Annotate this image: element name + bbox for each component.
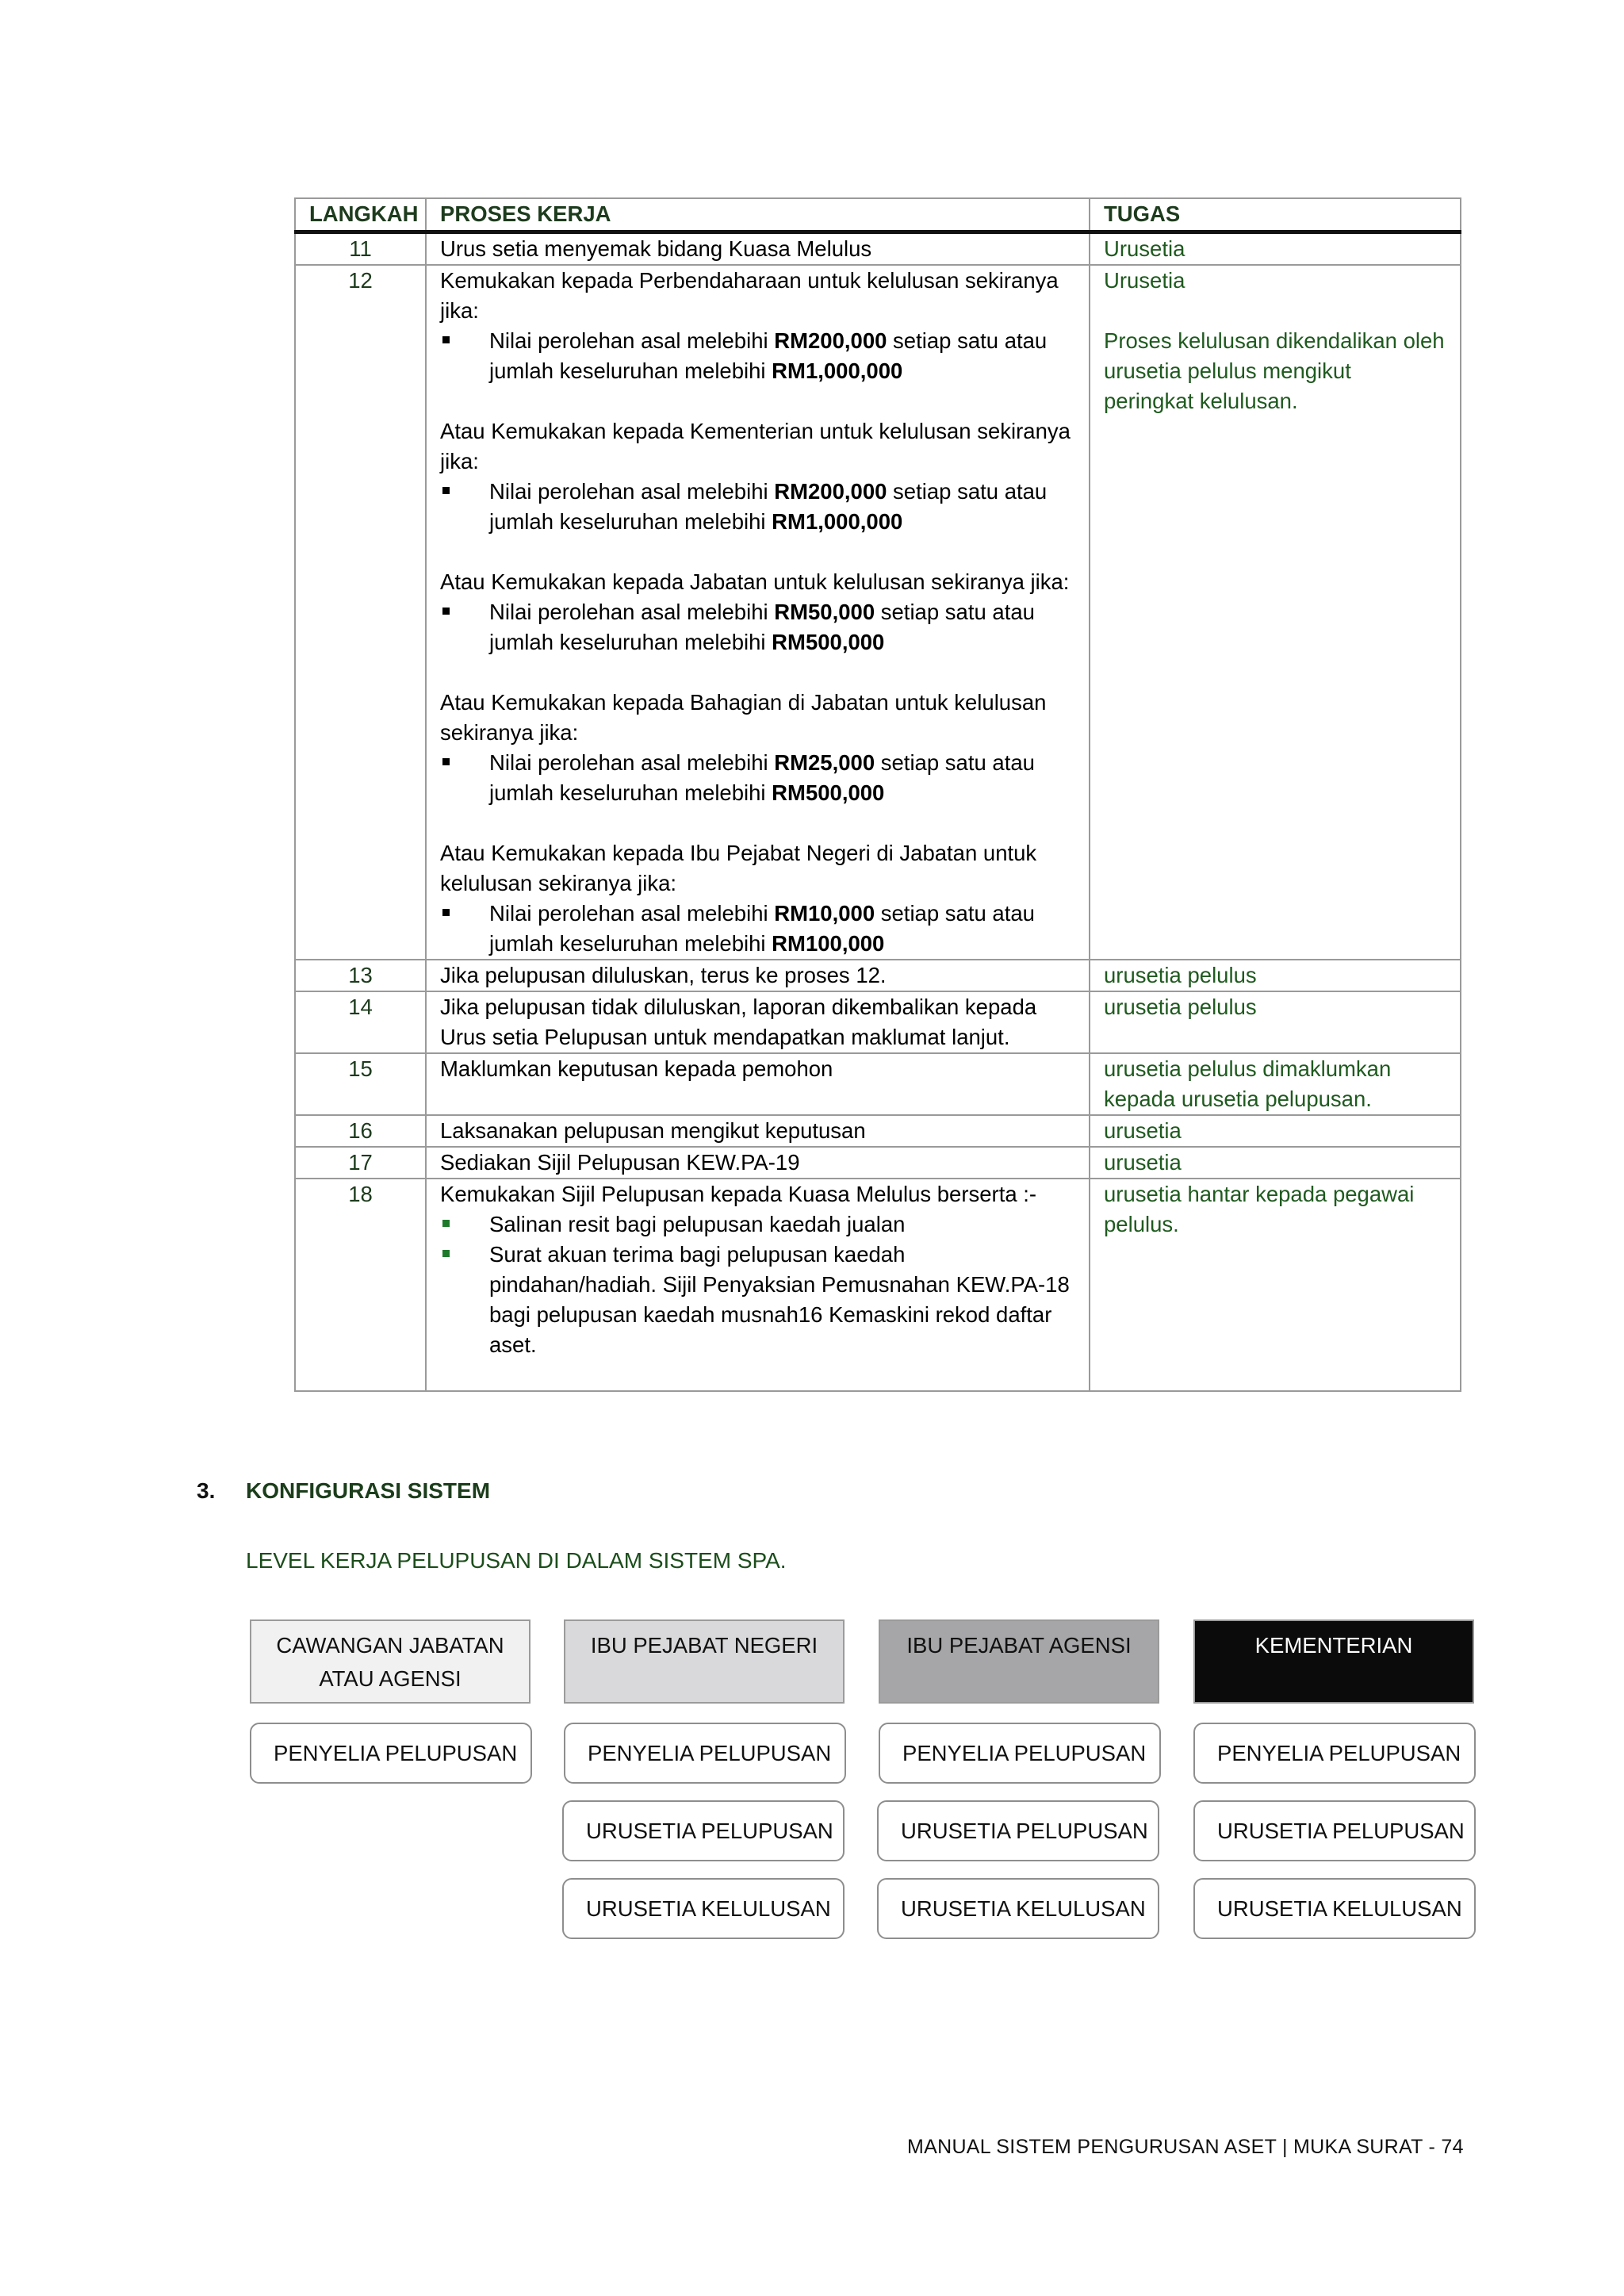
role-urusetia-pelupusan: URUSETIA PELUPUSAN (877, 1800, 1159, 1861)
step-paragraph: Kemukakan Sijil Pelupusan kepada Kuasa Melulus berserta :- (440, 1182, 1037, 1206)
step-number: 18 (295, 1179, 426, 1391)
bullet-item: Nilai perolehan asal melebihi RM200,000 setiap satu atau jumlah keseluruhan melebihi RM1,000,000 (440, 326, 1075, 386)
table-row (295, 232, 1461, 266)
table-row (295, 1053, 1461, 1115)
step-number: 12 (295, 265, 426, 960)
role-urusetia-kelulusan: URUSETIA KELULUSAN (1193, 1878, 1476, 1939)
step-task: Urusetia Proses kelulusan dikendalikan oleh urusetia pelulus mengikut peringkat kelulusan. (1090, 265, 1461, 960)
level-cawangan: CAWANGAN JABATAN ATAU AGENSI (250, 1619, 530, 1704)
step-task: urusetia pelulus dimaklumkan kepada urusetia pelupusan. (1090, 1053, 1461, 1115)
table-row (295, 265, 1461, 960)
table-header-row (295, 198, 1461, 232)
bullet-item: Nilai perolehan asal melebihi RM50,000 setiap satu atau jumlah keseluruhan melebihi RM500,000 (440, 597, 1075, 657)
bullet-item: Surat akuan terima bagi pelupusan kaedah pindahan/hadiah. Sijil Penyaksian Pemusnahan KEW.PA-18 bagi pelupusan kaedah musnah16 Kemaskini rekod daftar aset. (440, 1240, 1075, 1360)
header-langkah: LANGKAH (295, 198, 426, 232)
role-urusetia-kelulusan: URUSETIA KELULUSAN (562, 1878, 845, 1939)
table-row (295, 960, 1461, 991)
section-title: KONFIGURASI SISTEM (246, 1478, 491, 1503)
step-task: urusetia pelulus (1090, 991, 1461, 1053)
table-row (295, 991, 1461, 1053)
step-process: Sediakan Sijil Pelupusan KEW.PA-19 (426, 1147, 1090, 1179)
step-number: 15 (295, 1053, 426, 1115)
role-penyelia-pelupusan: PENYELIA PELUPUSAN (564, 1723, 846, 1784)
role-penyelia-pelupusan: PENYELIA PELUPUSAN (879, 1723, 1161, 1784)
bullet-item: Nilai perolehan asal melebihi RM200,000 setiap satu atau jumlah keseluruhan melebihi RM1,000,000 (440, 477, 1075, 537)
role-urusetia-kelulusan: URUSETIA KELULUSAN (877, 1878, 1159, 1939)
step-task: Urusetia (1090, 232, 1461, 266)
step-process: Maklumkan keputusan kepada pemohon (426, 1053, 1090, 1115)
section-number: 3. (197, 1478, 216, 1503)
role-urusetia-pelupusan: URUSETIA PELUPUSAN (1193, 1800, 1476, 1861)
step-task: urusetia hantar kepada pegawai pelulus. (1090, 1179, 1461, 1391)
step-process: Jika pelupusan tidak diluluskan, laporan dikembalikan kepada Urus setia Pelupusan untuk mendapatkan maklumat lanjut. (426, 991, 1090, 1053)
step-paragraph: Atau Kemukakan kepada Bahagian di Jabatan untuk kelulusan sekiranya jika: (440, 690, 1047, 745)
step-number: 11 (295, 232, 426, 266)
step-paragraph: Kemukakan kepada Perbendaharaan untuk kelulusan sekiranya jika: (440, 268, 1059, 323)
level-ibu-pejabat-negeri: IBU PEJABAT NEGERI (564, 1619, 845, 1704)
step-number: 16 (295, 1115, 426, 1147)
section-subtitle: LEVEL KERJA PELUPUSAN DI DALAM SISTEM SPA. (246, 1548, 787, 1573)
bullet-item: Salinan resit bagi pelupusan kaedah jualan (440, 1209, 1075, 1240)
role-urusetia-pelupusan: URUSETIA PELUPUSAN (562, 1800, 845, 1861)
step-process: Laksanakan pelupusan mengikut keputusan (426, 1115, 1090, 1147)
task-note: Proses kelulusan dikendalikan oleh urusetia pelulus mengikut peringkat kelulusan. (1104, 328, 1445, 413)
step-task: urusetia (1090, 1115, 1461, 1147)
step-process (426, 265, 1090, 960)
table-row (295, 1147, 1461, 1179)
process-table (294, 197, 1461, 1392)
step-process: Jika pelupusan diluluskan, terus ke proses 12. (426, 960, 1090, 991)
step-paragraph: Atau Kemukakan kepada Ibu Pejabat Negeri di Jabatan untuk kelulusan sekiranya jika: (440, 841, 1037, 895)
header-tugas: TUGAS (1090, 198, 1461, 232)
role-penyelia-pelupusan: PENYELIA PELUPUSAN (250, 1723, 532, 1784)
step-number: 14 (295, 991, 426, 1053)
step-number: 13 (295, 960, 426, 991)
step-paragraph: Atau Kemukakan kepada Kementerian untuk kelulusan sekiranya jika: (440, 419, 1071, 473)
step-number: 17 (295, 1147, 426, 1179)
header-proses-kerja: PROSES KERJA (426, 198, 1090, 232)
step-task: urusetia (1090, 1147, 1461, 1179)
level-ibu-pejabat-agensi: IBU PEJABAT AGENSI (879, 1619, 1159, 1704)
table-row (295, 1115, 1461, 1147)
bullet-item: Nilai perolehan asal melebihi RM10,000 setiap satu atau jumlah keseluruhan melebihi RM100,000 (440, 899, 1075, 959)
role-penyelia-pelupusan: PENYELIA PELUPUSAN (1193, 1723, 1476, 1784)
table-row (295, 1179, 1461, 1391)
bullet-item: Nilai perolehan asal melebihi RM25,000 setiap satu atau jumlah keseluruhan melebihi RM500,000 (440, 748, 1075, 808)
step-process: Urus setia menyemak bidang Kuasa Melulus (426, 232, 1090, 266)
step-paragraph: Atau Kemukakan kepada Jabatan untuk kelulusan sekiranya jika: (440, 569, 1070, 594)
step-task: urusetia pelulus (1090, 960, 1461, 991)
step-process (426, 1179, 1090, 1391)
level-kementerian: KEMENTERIAN (1193, 1619, 1474, 1704)
page-footer: MANUAL SISTEM PENGURUSAN ASET | MUKA SURAT - 74 (907, 2136, 1464, 2158)
